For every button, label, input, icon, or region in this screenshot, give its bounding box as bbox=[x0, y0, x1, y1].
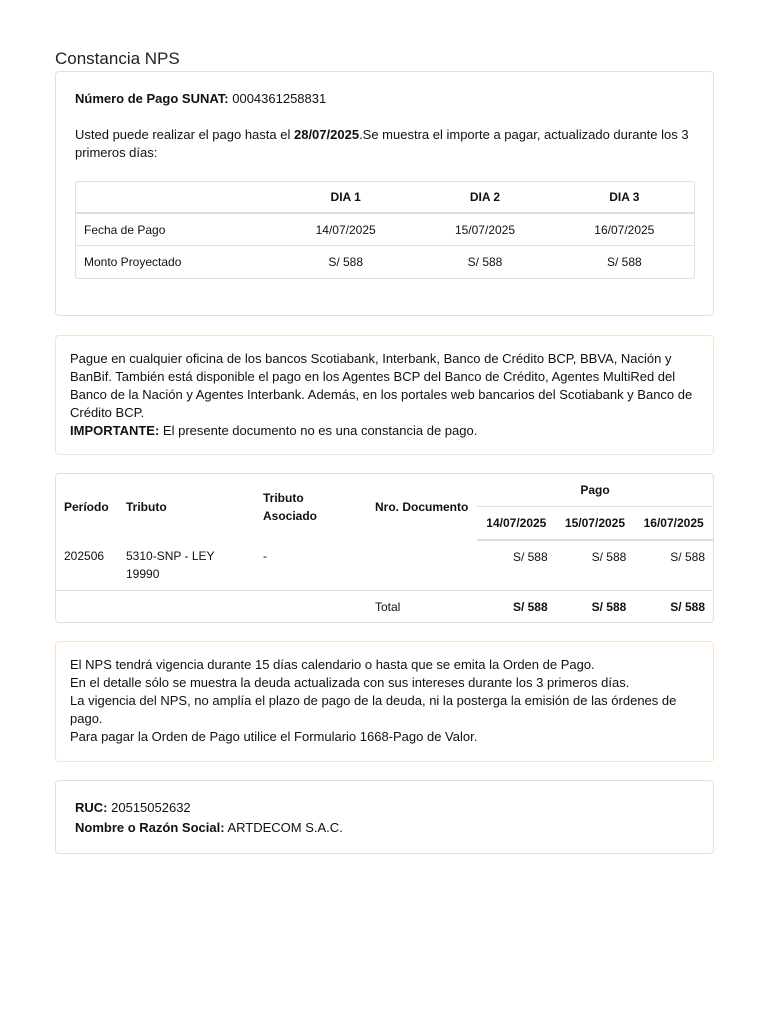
total-empty-cell bbox=[118, 590, 255, 623]
row-label-monto: Monto Proyectado bbox=[84, 255, 182, 269]
company-name bbox=[75, 819, 343, 837]
table-header-row bbox=[76, 182, 694, 214]
header-periodo: Período bbox=[64, 500, 109, 514]
header-date-1: 14/07/2025 bbox=[477, 506, 556, 540]
cell-tributo-asociado: - bbox=[255, 540, 367, 590]
page-title: Constancia NPS bbox=[55, 49, 180, 68]
row-label-fecha: Fecha de Pago bbox=[76, 214, 276, 246]
validity-notice-content bbox=[70, 656, 702, 746]
table-header-day2: DIA 2 bbox=[415, 182, 554, 214]
ruc-value: 20515052632 bbox=[111, 800, 191, 815]
validity-line: Para pagar la Orden de Pago utilice el Formulario 1668-Pago de Valor. bbox=[70, 729, 478, 744]
table-cell: S/ 588 bbox=[467, 255, 503, 269]
total-amount-value: S/ 588 bbox=[591, 599, 627, 614]
payment-info-card bbox=[55, 71, 714, 316]
header-date-2: 15/07/2025 bbox=[556, 506, 635, 540]
projected-amounts-table bbox=[75, 181, 695, 279]
total-label: Total bbox=[375, 599, 401, 614]
total-amount-value: S/ 588 bbox=[670, 599, 705, 614]
cell-nro-documento bbox=[367, 540, 477, 590]
company-name-label: Nombre o Razón Social: bbox=[75, 820, 225, 835]
payment-due-date: 28/07/2025 bbox=[293, 127, 360, 142]
table-header-day1: DIA 1 bbox=[276, 182, 415, 214]
validity-notice bbox=[55, 641, 714, 762]
banks-notice-text: Pague en cualquier oficina de los bancos Scotiabank, Interbank, Banco de Crédito BCP, BBVA, Nación y BanBif. También está disponible el pago en los Agentes BCP del Banco de Crédito, Agentes MultiRed del Banco de la Nación y Agentes Interbank. Además, en los portales web bancarios del Scotiabank y Banco de Crédito BCP. bbox=[70, 351, 693, 420]
important-label: IMPORTANTE: bbox=[70, 423, 160, 438]
cell-tributo: 5310-SNP - LEY 19990 bbox=[118, 540, 255, 590]
payment-number-value: 0004361258831 bbox=[232, 91, 327, 106]
total-row bbox=[56, 590, 713, 623]
cell-periodo: 202506 bbox=[56, 540, 118, 590]
table-cell: S/ 588 bbox=[328, 255, 364, 269]
total-amount bbox=[556, 590, 635, 623]
tributos-card bbox=[55, 473, 714, 623]
table-cell: S/ 588 bbox=[606, 255, 642, 269]
company-card bbox=[55, 780, 714, 854]
tributos-table bbox=[56, 474, 713, 623]
table-cell: 15/07/2025 bbox=[415, 214, 554, 246]
company-name-value: ARTDECOM S.A.C. bbox=[227, 820, 343, 835]
payment-intro bbox=[75, 126, 695, 162]
important-notice bbox=[70, 422, 702, 440]
table-row bbox=[76, 214, 694, 246]
banks-notice bbox=[55, 335, 714, 455]
validity-line: La vigencia del NPS, no amplía el plazo de pago de la deuda, ni la posterga la emisión de las órdenes de pago. bbox=[70, 693, 677, 726]
table-cell: 14/07/2025 bbox=[276, 214, 415, 246]
table-header-empty bbox=[76, 182, 276, 214]
cell-amount: S/ 588 bbox=[634, 540, 713, 590]
validity-line: En el detalle sólo se muestra la deuda actualizada con sus intereses durante los 3 primeros días. bbox=[70, 675, 630, 690]
table-row bbox=[56, 540, 713, 590]
cell-amount: S/ 588 bbox=[477, 540, 556, 590]
ruc bbox=[75, 799, 191, 817]
total-amount-value: S/ 588 bbox=[512, 599, 548, 614]
total-amount bbox=[477, 590, 556, 623]
ruc-label: RUC: bbox=[75, 800, 108, 815]
banks-notice-content bbox=[70, 350, 702, 440]
payment-number-label: Número de Pago SUNAT: bbox=[75, 91, 229, 106]
total-empty-cell bbox=[255, 590, 367, 623]
header-pago: Pago bbox=[477, 474, 713, 506]
table-cell: 16/07/2025 bbox=[555, 214, 694, 246]
payment-intro-suffix: .Se muestra el importe a pagar, actualizado durante los 3 primeros días: bbox=[75, 127, 689, 160]
payment-number bbox=[75, 90, 326, 108]
header-tributo: Tributo bbox=[126, 500, 167, 514]
table-header-row bbox=[56, 474, 713, 506]
table-header-day3: DIA 3 bbox=[555, 182, 694, 214]
important-text: El presente documento no es una constancia de pago. bbox=[159, 423, 478, 438]
header-date-3: 16/07/2025 bbox=[634, 506, 713, 540]
header-nro-documento: Nro. Documento bbox=[375, 500, 469, 514]
cell-amount: S/ 588 bbox=[556, 540, 635, 590]
validity-line: El NPS tendrá vigencia durante 15 días calendario o hasta que se emita la Orden de Pago. bbox=[70, 657, 595, 672]
header-tributo-asociado: Tributo Asociado bbox=[263, 491, 318, 523]
payment-intro-prefix: Usted puede realizar el pago hasta el bbox=[75, 127, 294, 142]
total-empty-cell bbox=[56, 590, 118, 623]
table-row bbox=[76, 246, 694, 278]
total-amount bbox=[634, 590, 713, 623]
